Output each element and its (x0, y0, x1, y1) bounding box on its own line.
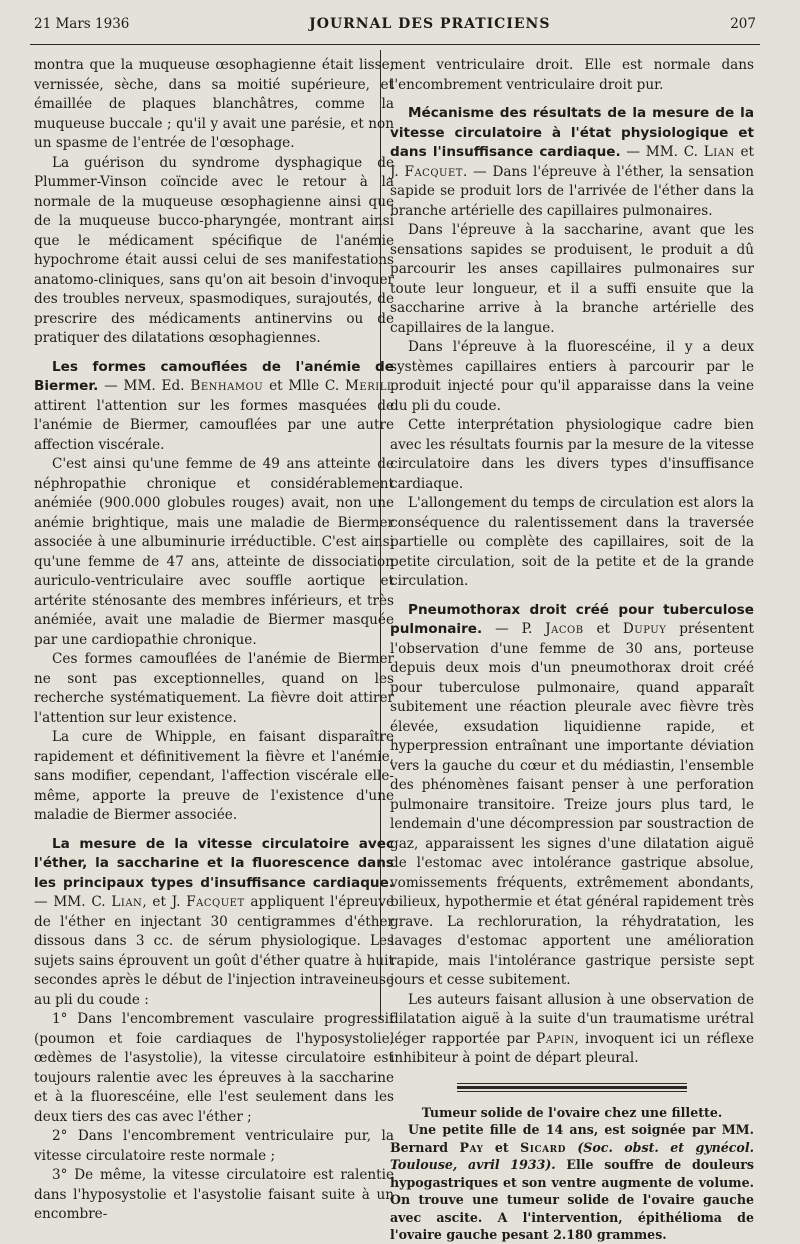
article-heading: Les formes camouflées de l'anémie de Biermer. (34, 358, 394, 394)
author-name: Sicard (520, 1139, 566, 1155)
article-tumeur-ovaire (390, 1104, 754, 1244)
page-header (34, 16, 756, 42)
article-pneumothorax: Pneumothorax droit créé pour tuberculose pulmonaire. — P. Jacob et Dupuy présentent l'observation d'une femme de 30 ans, porteuse depuis deux mois d'un pneumothorax droit créé pour tuberculose pulmonaire, quand apparaît subitement une réaction pleurale avec fièvre très élevée, exsudation liquidienne rapide, et hyperpression entraînant une importante déviation vers la gauche du cœur et du médiastin, l'ensemble des phénomènes faisant penser à une perforation pulmonaire transitoire. Treize jours plus tard, le lendemain d'une décompression par soustraction de gaz, apparaissent les signes d'une dilatation aiguë de l'estomac avec intolérance gastrique absolue, vomissements fréquents, extrêmement abondants, bilieux, hypothermie et état général rapidement très grave. La rechloruration, la réhydratation, les lavages d'estomac apportent une amélioration rapide, mais l'intolérance gastrique persiste sept jours et cesse subitement. (390, 601, 754, 988)
journal-title: JOURNAL DES PRATICIENS (309, 16, 551, 32)
paragraph: 3° De même, la vitesse circulatoire est ralentie dans l'hyposystolie et l'asystolie faisant suite à un encombre- (34, 1167, 394, 1222)
paragraph: Les auteurs faisant allusion à une observation de dilatation aiguë à la suite d'un traumatisme urétral léger rapportée par Papin, invoquent ici un réflexe inhibiteur à point de départ pleural. (390, 991, 754, 1066)
page-number: 207 (730, 16, 756, 32)
issue-date: 21 Mars 1936 (34, 16, 130, 32)
paragraph: La guérison du syndrome dysphagique de Plummer-Vinson coïncide avec le retour à la normale de la muqueuse œsophagienne ainsi que de la muqueuse bucco-pharyngée, montrant ainsi que le médicament spécifique de l'anémie hypochrome était aussi celui de ses manifestations anatomo-cliniques, sans qu'on ait besoin d'invoquer des troubles nerveux, spasmodiques, surajoutés, de prescrire des médicaments antinervins ou de pratiquer des dilatations œsophagiennes. (34, 154, 394, 346)
author-name: Dupuy (622, 621, 667, 637)
paragraph: ment ventriculaire droit. Elle est normale dans l'encombrement ventriculaire droit pur. (390, 57, 754, 93)
right-column (390, 56, 754, 1244)
author-name: Benhamou (190, 378, 264, 394)
paragraph: Dans l'épreuve à la saccharine, avant que les sensations sapides se produisent, le produit a dû parcourir les anses capillaires pulmonaires sur toute leur longueur, et il a suffi ensuite que la saccharine arrive à la branche artérielle des capillaires de la langue. (390, 222, 754, 336)
article-heading: La mesure de la vitesse circulatoire avec l'éther, la saccharine et la fluorescence dans les principaux types d'insuffisance cardiaque. (34, 835, 394, 891)
section-ornament-rule (457, 1083, 687, 1092)
article-vitesse-circulatoire: La mesure de la vitesse circulatoire avec l'éther, la saccharine et la fluorescence dans les principaux types d'insuffisance cardiaque. — MM. C. Lian, et J. Facquet appliquent l'épreuve de l'éther en injectant 30 centigrammes d'éther dissous dans 3 cc. de sérum physiologique. Les sujets sains éprouvent un goût d'éther quatre à huit secondes après le début de l'injection intraveineuse au pli du coude : (34, 835, 394, 1008)
article-mecanisme: Mécanisme des résultats de la mesure de la vitesse circulatoire à l'état physiologique et dans l'insuffisance cardiaque. — MM. C. Lian et J. Facquet. — Dans l'épreuve à l'éther, la sensation sapide se produit lors de l'arrivée de l'éther dans la branche artérielle des capillaires pulmonaires. (390, 105, 754, 219)
author-name: Lian (703, 144, 735, 160)
article-heading: Mécanisme des résultats de la mesure de la vitesse circulatoire à l'état physiologique et dans l'insuffisance cardiaque. (390, 105, 754, 160)
paragraph: Une petite fille de 14 ans, est soignée par MM. Bernard Pay et Sicard (Soc. obst. et gynécol. Toulouse, avril 1933). Elle souffre de douleurs hypogastriques et son ventre augmente de volume. On trouve une tumeur solide de l'ovaire gauche avec ascite. A l'intervention, épithélioma de l'ovaire gauche pesant 2.180 grammes. (390, 1122, 754, 1242)
header-rule (30, 44, 760, 45)
author-name: Jacob (545, 621, 584, 637)
author-name: Papin (536, 1030, 575, 1047)
author-name: Lian (111, 894, 143, 910)
paragraph: 1° Dans l'encombrement vasculaire progressif (poumon et foie cardiaques de l'hyposystolie, œdèmes de l'asystolie), la vitesse circulatoire est toujours ralentie avec les épreuves à la saccharine et à la fluorescéine, elle l'est seulement dans les deux tiers des cas avec l'éther ; (34, 1011, 394, 1125)
author-name: Facquet (186, 894, 245, 910)
article-heading: Tumeur solide de l'ovaire chez une fillette. (421, 1104, 723, 1120)
citation: (Soc. obst. et gynécol. Toulouse, avril 1933). (390, 1139, 754, 1172)
paragraph: montra que la muqueuse œsophagienne était lisse, vernissée, sèche, dans sa moitié supérieure, et émaillée de plaques blanchâtres, comme la muqueuse buccale ; qu'il y avait une parésie, et non un spasme de l'entrée de l'œsophage. (34, 57, 394, 151)
paragraph: L'allongement du temps de circulation est alors la conséquence du ralentissement dans la traversée partielle ou complète des capillaires, soit de la petite circulation, soit de la petite et de la grande circulation. (390, 495, 755, 589)
paragraph: Cette interprétation physiologique cadre bien avec les résultats fournis par la mesure de la vitesse circulatoire dans les divers types d'insuffisance cardiaque. (390, 417, 754, 492)
paragraph: La cure de Whipple, en faisant disparaître rapidement et définitivement la fièvre et l'anémie, sans modifier, cependant, l'affection viscérale elle-même, apporte la preuve de l'existence d'une maladie de Biermer associée. (34, 729, 394, 823)
author-name: Merill (345, 378, 394, 394)
author-name: Facquet (404, 163, 463, 180)
article-heading: Pneumothorax droit créé pour tuberculose pulmonaire. (390, 601, 754, 637)
left-column (34, 56, 394, 1225)
paragraph: Dans l'épreuve à la fluorescéine, il y a deux systèmes capillaires entiers à parcourir par le produit injecté pour qu'il apparaisse dans la veine du pli du coude. (390, 339, 754, 414)
paragraph: 2° Dans l'encombrement ventriculaire pur, la vitesse circulatoire reste normale ; (34, 1128, 394, 1164)
article-biermer: Les formes camouflées de l'anémie de Biermer. — MM. Ed. Benhamou et Mlle C. Merill attirent l'attention sur les formes masquées de l'anémie de Biermer, camouflées par une autre affection viscérale. (34, 358, 394, 453)
paragraph: C'est ainsi qu'une femme de 49 ans atteinte de néphropathie chronique et considérablement anémiée (900.000 globules rouges) avait, non une anémie brightique, mais une maladie de Biermer associée à une albuminurie irréductible. C'est ainsi qu'une femme de 47 ans, atteinte de dissociation auriculo-ventriculaire avec souffle aortique et artérite sténosante des membres inférieurs, et très anémiée, avait une maladie de Biermer masquée par une cardiopathie chronique. (34, 456, 394, 648)
paragraph: Ces formes camouflées de l'anémie de Biermer ne sont pas exceptionnelles, quand on les recherche systématiquement. La fièvre doit attirer l'attention sur leur existence. (34, 651, 394, 726)
author-name: Pay (459, 1139, 484, 1155)
